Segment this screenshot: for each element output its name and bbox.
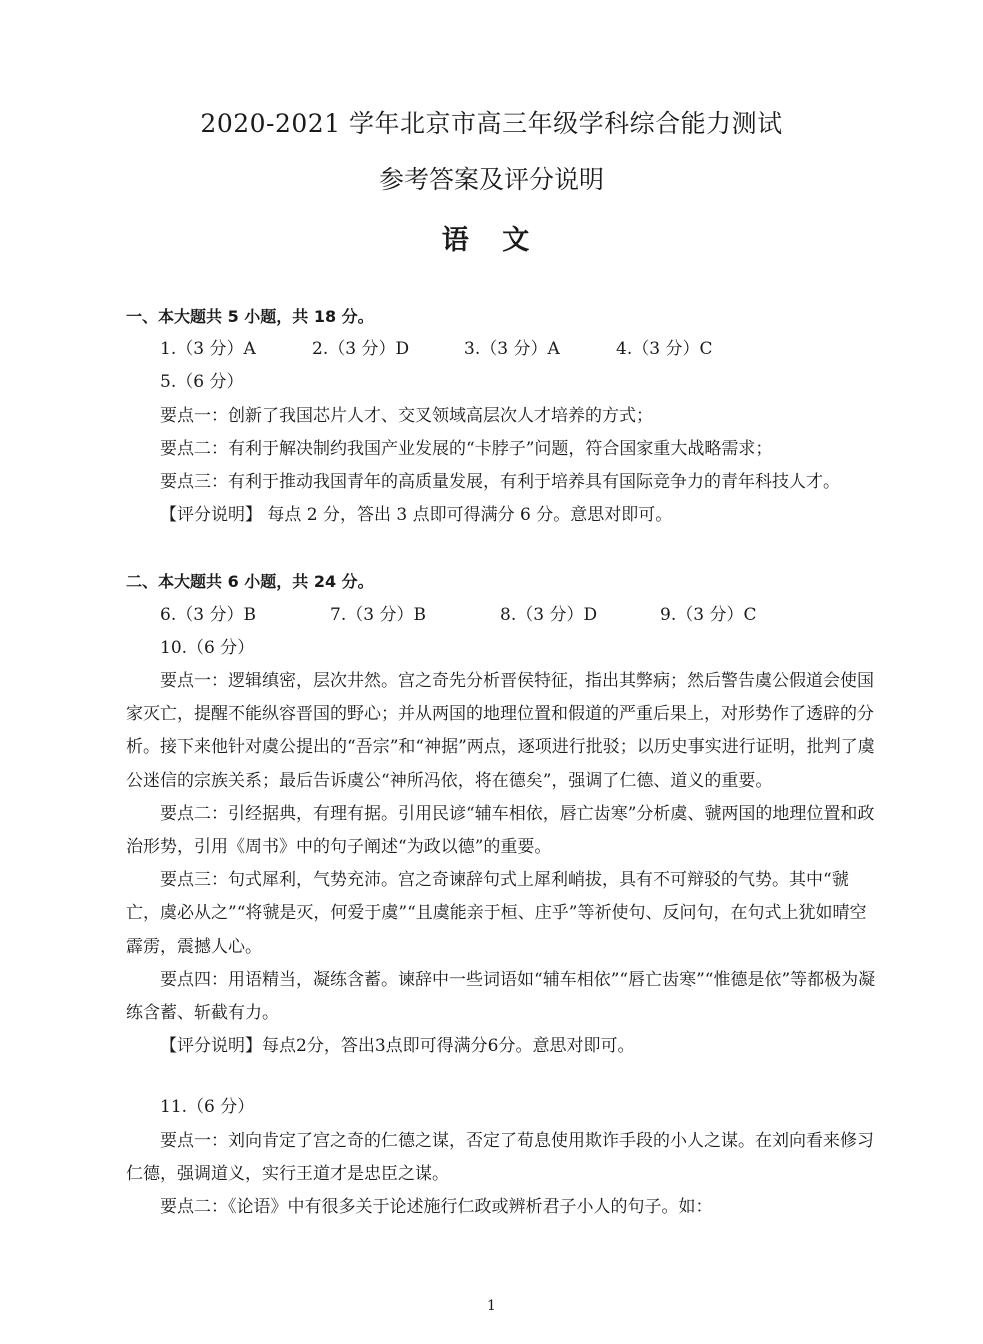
- answer-8: 8.（3 分）D: [500, 604, 598, 625]
- subject-title: 语 文: [441, 225, 542, 256]
- q10-point-1: 要点一：逻辑缜密，层次井然。宫之奇先分析晋侯特征，指出其弊病；然后警告虞公假道会使国家灭亡，提醒不能纵容晋国的野心；并从两国的地理位置和假道的严重后果上，对形势作了透辟的分析。接下来他针对虞公提出的“吾宗”和“神据”两点，逐项进行批驳；以历史事实进行证明，批判了虞公迷信的宗族关系；最后告诉虞公“神所冯依，将在德矣”，强调了仁德、道义的重要。: [126, 671, 875, 791]
- answer-3: 3.（3 分）A: [464, 339, 560, 360]
- document-subtitle: 参考答案及评分说明: [378, 165, 604, 194]
- question-10-label: 10.（6 分）: [160, 637, 255, 658]
- q10-point-4: 要点四：用语精当，凝练含蓄。谏辞中一些词语如“辅车相依”“唇亡齿寒”“惟德是依”等都极为凝练含蓄、斩截有力。: [126, 969, 876, 1024]
- q5-point-3: 要点三：有利于推动我国青年的高质量发展，有利于培养具有国际竞争力的青年科技人才。: [160, 472, 840, 493]
- answer-2: 2.（3 分）D: [312, 339, 410, 360]
- q10-point-3: 要点三：句式犀利，气势充沛。宫之奇谏辞句式上犀利峭拔，具有不可辩驳的气势。其中“虢亡，虞必从之”“将虢是灭，何爱于虞”“且虞能亲于桓、庄乎”等祈使句、反问句，在句式上犹如晴空霹雳，震撼人心。: [126, 870, 867, 957]
- section-2-heading: 二、本大题共 6 小题，共 24 分。: [126, 572, 374, 592]
- section-1-heading: 一、本大题共 5 小题，共 18 分。: [126, 307, 374, 326]
- answer-1: 1.（3 分）A: [160, 339, 256, 360]
- q11-point-2: 要点二：《论语》中有很多关于论述施行仁政或辨析君子小人的句子。如：: [160, 1197, 713, 1218]
- spacer: [126, 1063, 880, 1091]
- document-title: 2020-2021 学年北京市高三年级学科综合能力测试: [200, 109, 783, 138]
- section-1-choice-answers: [126, 333, 880, 366]
- section-2-choice-answers: [126, 599, 880, 632]
- answer-content: [126, 300, 880, 1224]
- q10-point-2: 要点二：引经据典，有理有据。引用民谚“辅车相依，唇亡齿寒”分析虞、虢两国的地理位置和政治形势，引用《周书》中的句子阐述“为政以德”的重要。: [126, 803, 875, 858]
- q5-point-1: 要点一：创新了我国芯片人才、交叉领域高层次人才培养的方式；: [160, 405, 653, 426]
- q5-scoring-note: 【评分说明】 每点 2 分，答出 3 点即可得满分 6 分。意思对即可。: [160, 505, 673, 526]
- q5-point-2: 要点二：有利于解决制约我国产业发展的“卡脖子”问题，符合国家重大战略需求；: [160, 438, 773, 459]
- question-5-label: 5.（6 分）: [160, 372, 244, 393]
- answer-7: 7.（3 分）B: [330, 604, 426, 625]
- answer-4: 4.（3 分）C: [616, 339, 713, 360]
- page-number: 1: [487, 1298, 496, 1314]
- q10-scoring-note: 【评分说明】每点2分，答出3点即可得满分6分。意思对即可。: [160, 1036, 635, 1057]
- spacer: [126, 532, 880, 565]
- answer-9: 9.（3 分）C: [660, 604, 757, 625]
- question-11-label: 11.（6 分）: [160, 1097, 255, 1118]
- answer-6: 6.（3 分）B: [160, 604, 256, 625]
- q11-point-1: 要点一：刘向肯定了宫之奇的仁德之谋，否定了荀息使用欺诈手段的小人之谋。在刘向看来修习仁德，强调道义，实行王道才是忠臣之谋。: [126, 1130, 874, 1184]
